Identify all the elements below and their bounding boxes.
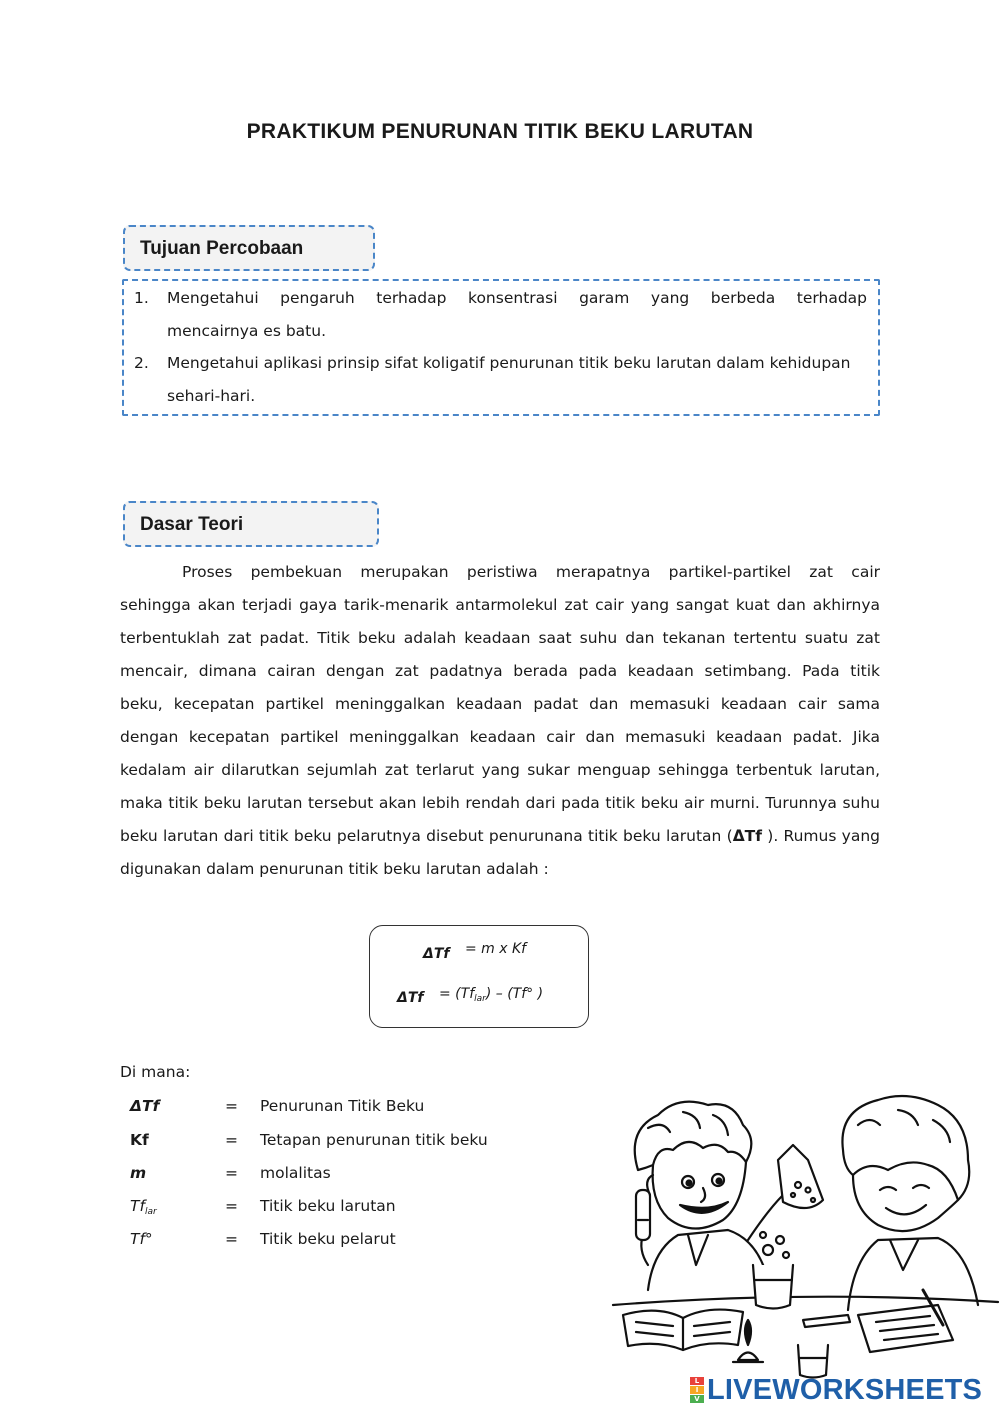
liveworksheets-logo [690,1374,982,1406]
teori-line: dengan kecepatan partikel meninggalkan keadaan cair dan memasuki keadaan padat. Jika [120,728,880,746]
formula-rhs [439,986,543,1004]
teori-line: mencair, dimana cairan dengan zat padatnya berada pada keadaan setimbang. Pada titik [120,662,880,680]
formula-rhs: = m x Kf [465,941,527,957]
legend-description: Penurunan Titik Beku [260,1097,425,1115]
objective-number: 1. [134,289,149,307]
logo-letter: I [690,1386,704,1394]
legend-symbol-text: Tf [130,1197,145,1215]
legend-symbol: m [130,1164,147,1182]
teori-line [120,820,880,853]
delta-tf-symbol: ΔTf [732,827,762,845]
teori-line: digunakan dalam penurunan titik beku larutan adalah : [120,860,549,878]
legend-equals: = [225,1097,238,1115]
legend-equals: = [225,1230,238,1248]
formula-subscript: lar [474,994,486,1004]
logo-text: LIVEWORKSHEETS [707,1373,983,1406]
objective-number: 2. [134,354,149,372]
formula-part: = (Tf [439,986,475,1002]
teori-line: beku, kecepatan partikel meninggalkan keadaan padat dan memasuki keadaan cair sama [120,695,880,713]
legend-symbol: Kf [130,1131,149,1149]
legend-subscript: lar [144,1207,157,1217]
objective-text-line1: Mengetahui pengaruh terhadap konsentrasi garam yang berbeda terhadap [167,289,867,307]
legend-symbol [130,1197,220,1217]
teori-line-text: beku larutan dari titik beku pelarutnya disebut penurunana titik beku larutan ( [120,827,733,845]
formula-part: ) – (Tf° ) [485,986,544,1002]
logo-letter: L [690,1377,704,1385]
tujuan-heading: Tujuan Percobaan [123,225,375,271]
legend-intro: Di mana: [120,1063,191,1081]
legend-equals: = [225,1197,238,1215]
legend-equals: = [225,1164,238,1182]
formula-box [369,925,589,1028]
logo-mark [690,1377,704,1404]
teori-line: terbentuklah zat padat. Titik beku adalah keadaan saat suhu dan tekanan tertentu suatu zat [120,629,880,647]
legend-equals: = [225,1131,238,1149]
legend-symbol: ΔTf [130,1097,160,1115]
teori-line: kedalam air dilarutkan sejumlah zat terlarut yang sukar menguap sehingga terbentuk larutan, [120,761,880,779]
teori-line: sehingga akan terjadi gaya tarik-menarik antarmolekul zat cair yang sangat kuat dan akhirnya [120,596,880,614]
page-title: PRAKTIKUM PENURUNAN TITIK BEKU LARUTAN [246,120,754,143]
teori-line-text: ). Rumus yang [762,827,881,845]
formula-lhs: ΔTf [397,990,424,1006]
teori-line: Proses pembekuan merupakan peristiwa merapatnya partikel-partikel zat cair [182,563,880,581]
objective-text-line1: Mengetahui aplikasi prinsip sifat koligatif penurunan titik beku larutan dalam kehidupan [167,354,851,372]
logo-letter: V [690,1395,704,1403]
teori-line: maka titik beku larutan tersebut akan lebih rendah dari pada titik beku air murni. Turunnya suhu [120,794,880,812]
legend-description: molalitas [260,1164,331,1182]
formula-lhs: ΔTf [423,946,450,962]
legend-description: Titik beku pelarut [260,1230,396,1248]
legend-symbol: Tf° [130,1230,153,1248]
objective-text-line2: sehari-hari. [167,387,256,405]
teori-heading: Dasar Teori [123,501,379,547]
students-experiment-illustration [608,1090,1000,1390]
objective-text-line2: mencairnya es batu. [167,322,327,340]
legend-description: Tetapan penurunan titik beku [260,1131,488,1149]
teori-paragraph [120,556,880,886]
legend-description: Titik beku larutan [260,1197,396,1215]
